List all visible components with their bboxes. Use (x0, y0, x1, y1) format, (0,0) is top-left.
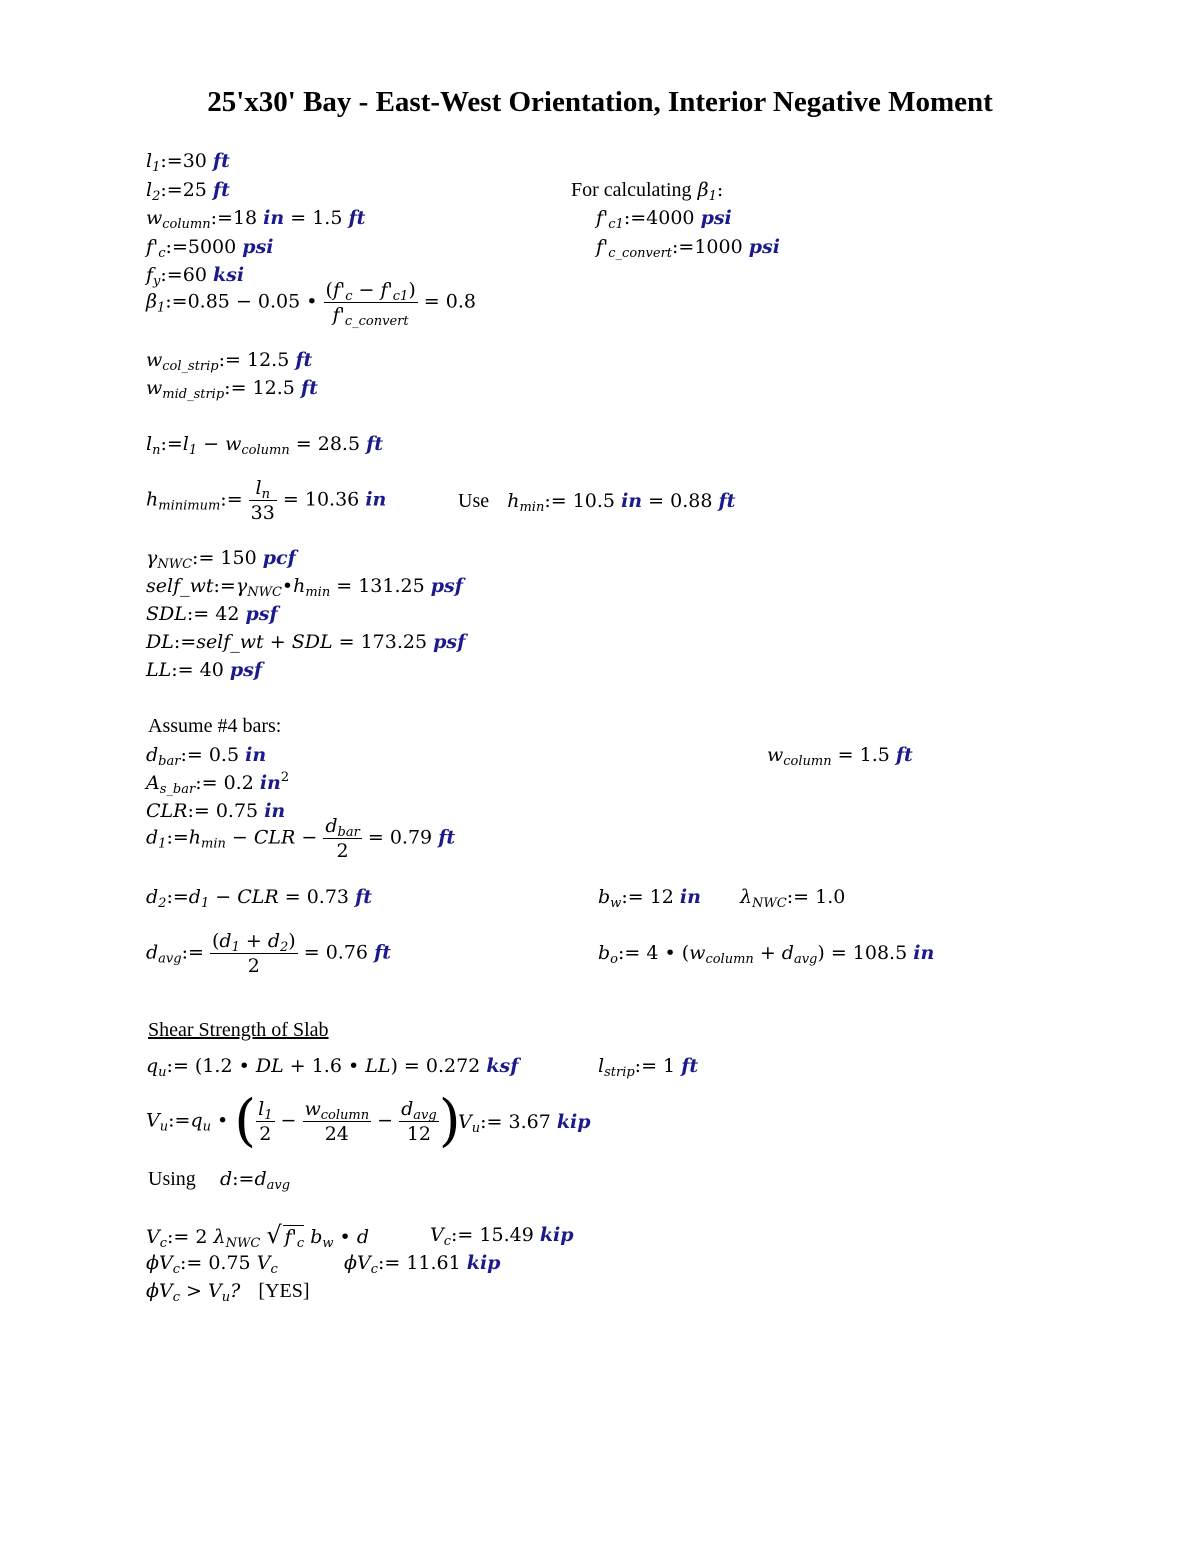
eq-w-column: $w_{column}:=18$ in = 1.5 ft (146, 207, 366, 232)
eq-fc: $f'_c:=5000$ psi (146, 236, 274, 261)
eq-lambda-nwc: $\lambda_{NWC}:= 1.0$ (740, 886, 846, 911)
eq-fc-convert: $f'_{c\_convert}:=1000$ psi (596, 236, 780, 261)
eq-using-d: Using $d:=d_{avg}$ (148, 1168, 291, 1193)
eq-clr: CLR:= 0.75 in (146, 800, 286, 822)
eq-l2: $l_2:=25$ ft (146, 179, 230, 204)
eq-vu: $V_u:=q_u$ • ( $\frac{l_1}{2}$ − $\frac{w_{column}}{24}$ − $\frac{d_{avg}}{12}$ ) (146, 1088, 461, 1154)
eq-vu-result: $V_u:= 3.67$ kip (458, 1111, 591, 1136)
eq-bo: $b_o:= 4$ • $(w_{column} + d_{avg}) = 108.5$ in (598, 942, 935, 967)
eq-self-wt: $self\_wt:=\gamma_{NWC}•h_{min} = 131.25$ psf (146, 575, 463, 600)
eq-gamma-nwc: $\gamma_{NWC}:= 150$ pcf (146, 547, 296, 572)
eq-l-strip: $l_{strip}:= 1$ ft (598, 1055, 699, 1080)
eq-phi-vc: $\phi V_c:= 0.75$ $V_c$ (146, 1252, 278, 1277)
eq-fy: $f_y:=60$ ksi (146, 264, 245, 289)
eq-w-mid-strip: $w_{mid\_strip}:= 12.5$ ft (146, 377, 318, 402)
eq-qu: $q_u:= (1.2$ • DL + 1.6 • LL) = 0.272 ksf (146, 1055, 519, 1080)
eq-ll: LL:= 40 psf (146, 659, 262, 681)
shear-heading: Shear Strength of Slab (148, 1019, 329, 1041)
eq-fc1: $f'_{c1}:=4000$ psi (596, 207, 732, 232)
eq-h-min-use: Use $h_{min}:= 10.5$ in = 0.88 ft (458, 490, 736, 515)
eq-phi-vc-result: $\phi V_c:= 11.61$ kip (344, 1252, 501, 1277)
eq-shear-check: $\phi V_c > V_u$? [YES] (146, 1280, 310, 1305)
eq-davg: $d_{avg}:=$ $\frac{(d_1 + d_2)}{2}$ = 0.76 ft (146, 930, 392, 977)
eq-vc-result: $V_c:= 15.49$ kip (430, 1224, 574, 1249)
eq-as-bar: $A_{s\_bar}:= 0.2$ $in^2$ (146, 770, 290, 797)
page-title: 25'x30' Bay - East-West Orientation, Interior Negative Moment (207, 86, 993, 118)
eq-d1: $d_1:=h_{min}$ − CLR − $\frac{d_{bar}}{2}$ = 0.79 ft (146, 815, 456, 862)
eq-l1: $l_1:=30$ ft (146, 150, 230, 175)
assume-bars-label: Assume #4 bars: (148, 715, 282, 737)
beta-calc-label: For calculating $\beta_1$: (571, 179, 724, 204)
eq-w-col-strip: $w_{col\_strip}:= 12.5$ ft (146, 349, 313, 374)
eq-bw: $b_w:= 12$ in (598, 886, 701, 911)
eq-h-minimum: $h_{minimum}:=$ $\frac{l_n}{33}$ = 10.36 in (146, 477, 387, 524)
eq-beta1: $\beta_1:=0.85 - 0.05$ • $\frac{(f'_c - f'_{c1})}{f'_{c\_convert}}$ = 0.8 (146, 279, 476, 329)
eq-ln: $l_n:=l_1 - w_{column} = 28.5$ ft (146, 433, 384, 458)
eq-dl: DL:=self_wt + SDL = 173.25 psf (146, 631, 466, 653)
eq-vc: $V_c:= 2$ $\lambda_{NWC}$ √ $f'_c$ $b_w$ • d (146, 1221, 369, 1251)
eq-d2: $d_2:=d_1$ − CLR = 0.73 ft (146, 886, 373, 911)
eq-w-column-check: $w_{column} = 1.5$ ft (767, 744, 913, 769)
eq-sdl: SDL:= 42 psf (146, 603, 278, 625)
eq-dbar: $d_{bar}:= 0.5$ in (146, 744, 267, 769)
